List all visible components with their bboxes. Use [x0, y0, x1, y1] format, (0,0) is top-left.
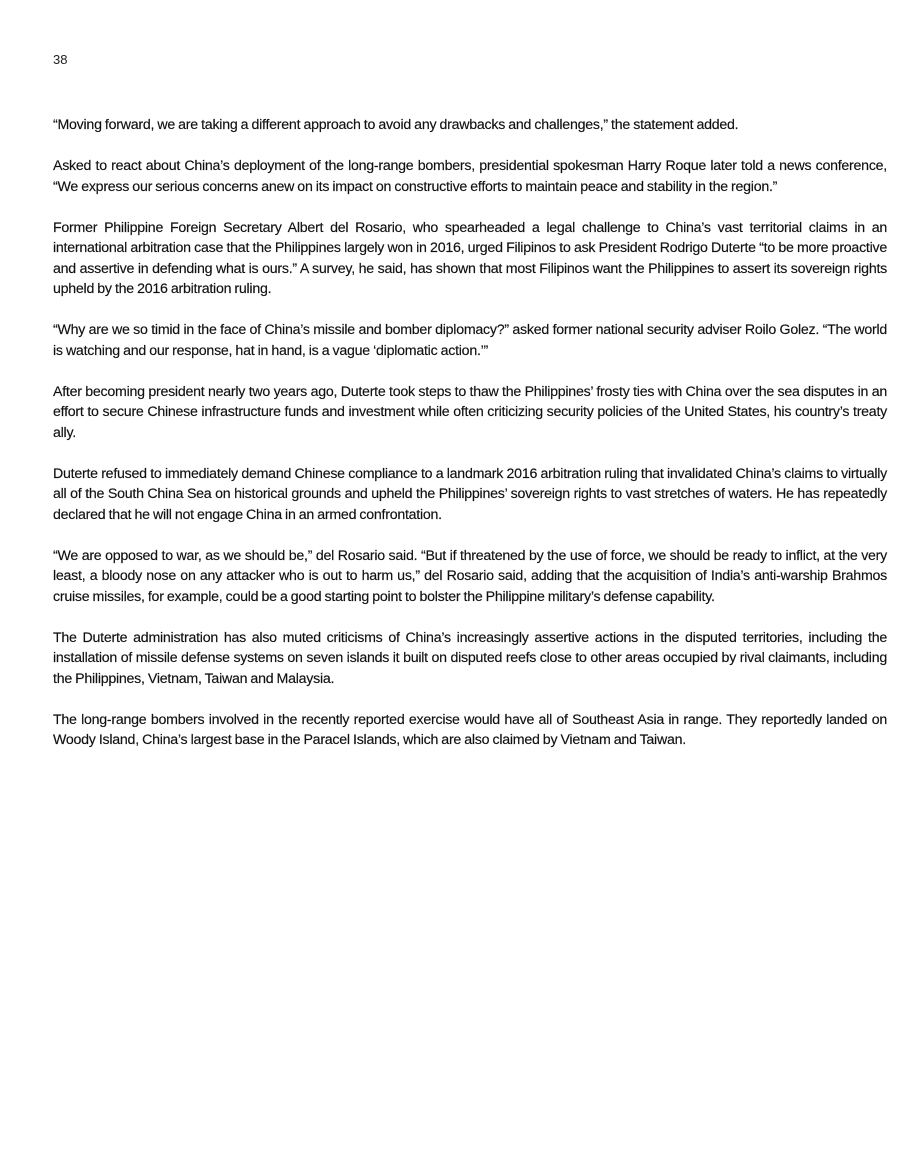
page-number: 38 [53, 52, 68, 67]
paragraph-arbitration-ruling: Duterte refused to immediately demand Chinese compliance to a landmark 2016 arbitration ruling that invalidated China’s claims to virtually all of the South China Sea on historical grounds and upheld the Philippines’ sovereign rights to vast stretches of waters. He has repeatedly declared that he will not engage China in an armed confrontation. [53, 465, 887, 523]
paragraph-opposed-to-war: “We are opposed to war, as we should be,” del Rosario said. “But if threatened by the use of force, we should be ready to inflict, at the very least, a bloody nose on any attacker who is out to harm us,” del Rosario said, adding that the acquisition of India’s anti-warship Brahmos cruise missiles, for example, could be a good starting point to bolster the Philippine military’s defense capability. [53, 547, 887, 605]
paragraph-bombers-range: The long-range bombers involved in the recently reported exercise would have all of Southeast Asia in range. They reportedly landed on Woody Island, China’s largest base in the Paracel Islands, which are also claimed by Vietnam and Taiwan. [53, 711, 887, 748]
paragraph-del-rosario-appeal: Former Philippine Foreign Secretary Albert del Rosario, who spearheaded a legal challenge to China’s vast territorial claims in an international arbitration case that the Philippines largely won in 2016, urged Filipinos to ask President Rodrigo Duterte “to be more proactive and assertive in defending what is ours.” A survey, he said, has shown that most Filipinos want the Philippines to assert its sovereign rights upheld by the 2016 arbitration ruling. [53, 219, 887, 297]
paragraph-roque-reaction: Asked to react about China’s deployment of the long-range bombers, presidential spokesman Harry Roque later told a news conference, “We express our serious concerns anew on its impact on constructive efforts to maintain peace and stability in the region.” [53, 158, 887, 195]
paragraph-muted-criticisms: The Duterte administration has also muted criticisms of China’s increasingly assertive actions in the disputed territories, including the installation of missile defense systems on seven islands it built on disputed reefs close to other areas occupied by rival claimants, including the Philippines, Vietnam, Taiwan and Malaysia. [53, 629, 887, 687]
paragraph-golez-quote: “Why are we so timid in the face of China’s missile and bomber diplomacy?” asked former national security adviser Roilo Golez. “The world is watching and our response, hat in hand, is a vague ‘diplomatic action.’” [53, 322, 887, 359]
paragraph-duterte-china-ties: After becoming president nearly two years ago, Duterte took steps to thaw the Philippines’ frosty ties with China over the sea disputes in an effort to secure Chinese infrastructure funds and investment while often criticizing security policies of the United States, his country’s treaty ally. [53, 383, 887, 441]
article-body [53, 115, 887, 751]
paragraph-statement-quote: “Moving forward, we are taking a different approach to avoid any drawbacks and challenges,” the statement added. [53, 117, 739, 133]
